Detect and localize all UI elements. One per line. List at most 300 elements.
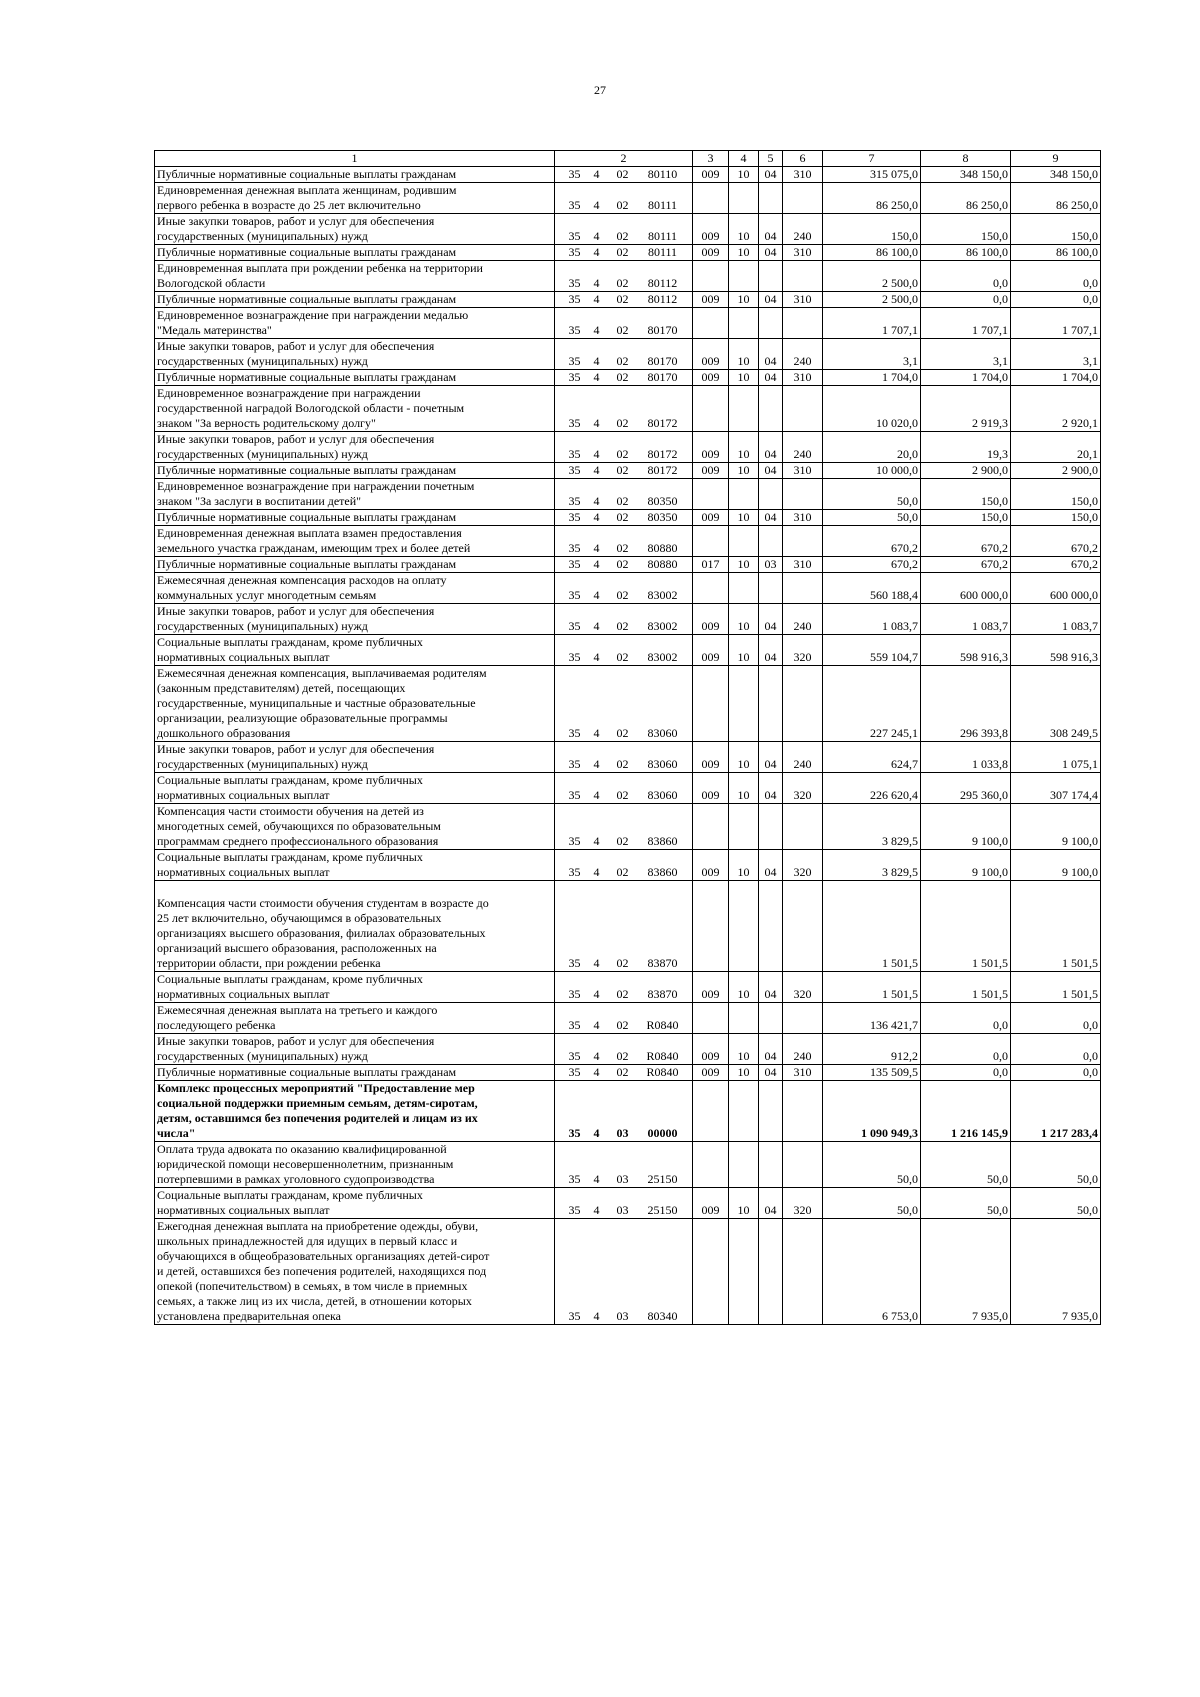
row-col-4: 10 [729, 510, 759, 526]
row-col-6: 240 [783, 432, 823, 463]
code-part: 83002 [647, 588, 678, 602]
code-part: 4 [593, 987, 600, 1001]
row-col-6: 240 [783, 1034, 823, 1065]
row-col-3: 009 [693, 370, 729, 386]
budget-table [154, 150, 1101, 1325]
row-name: Единовременная выплата при рождении ребенка на территории Вологодской области [155, 261, 555, 292]
row-value-7: 50,0 [823, 1142, 921, 1188]
row-code [555, 557, 693, 573]
code-part: 35 [568, 588, 581, 602]
row-value-8: 1 501,5 [921, 881, 1011, 972]
code-part: 02 [616, 865, 629, 879]
row-code [555, 370, 693, 386]
code-part: 35 [568, 1172, 581, 1186]
code-part: 02 [616, 757, 629, 771]
row-col-3 [693, 666, 729, 742]
row-col-6: 320 [783, 850, 823, 881]
row-col-4: 10 [729, 463, 759, 479]
code-part: 4 [593, 229, 600, 243]
code-part: 03 [616, 1309, 629, 1323]
row-value-7: 1 090 949,3 [823, 1081, 921, 1142]
code-part: 02 [616, 987, 629, 1001]
code-part: 80170 [647, 323, 678, 337]
column-header: 7 [823, 151, 921, 167]
row-col-6: 320 [783, 773, 823, 804]
row-name: Компенсация части стоимости обучения на детей из многодетных семей, обучающихся по образовательным программам среднего профессионального образования [155, 804, 555, 850]
row-value-8: 2 919,3 [921, 386, 1011, 432]
table-header-row [155, 151, 1101, 167]
code-part: 80110 [647, 167, 678, 181]
row-col-5 [759, 386, 783, 432]
row-col-4: 10 [729, 1065, 759, 1081]
code-part: 4 [593, 541, 600, 555]
row-col-3: 009 [693, 214, 729, 245]
code-part: 4 [593, 416, 600, 430]
table-row [155, 972, 1101, 1003]
row-col-5: 04 [759, 214, 783, 245]
row-col-5 [759, 1081, 783, 1142]
row-col-3 [693, 1142, 729, 1188]
table-row [155, 308, 1101, 339]
row-value-7: 10 020,0 [823, 386, 921, 432]
code-part: 4 [593, 323, 600, 337]
table-row [155, 1034, 1101, 1065]
row-col-5: 04 [759, 972, 783, 1003]
row-value-7: 2 500,0 [823, 261, 921, 292]
row-col-6 [783, 183, 823, 214]
row-value-9: 670,2 [1011, 526, 1101, 557]
row-col-4 [729, 804, 759, 850]
row-name: Публичные нормативные социальные выплаты гражданам [155, 245, 555, 261]
column-header: 4 [729, 151, 759, 167]
code-part: 80170 [647, 354, 678, 368]
code-part: 80340 [647, 1309, 678, 1323]
row-col-5: 04 [759, 370, 783, 386]
row-name: Социальные выплаты гражданам, кроме публичных нормативных социальных выплат [155, 1188, 555, 1219]
row-code [555, 167, 693, 183]
row-code [555, 773, 693, 804]
table-row [155, 183, 1101, 214]
row-value-8: 600 000,0 [921, 573, 1011, 604]
row-code [555, 1081, 693, 1142]
row-code [555, 881, 693, 972]
code-part: 4 [593, 619, 600, 633]
row-col-3: 009 [693, 245, 729, 261]
row-value-8: 150,0 [921, 510, 1011, 526]
row-name: Иные закупки товаров, работ и услуг для обеспечения государственных (муниципальных) нужд [155, 214, 555, 245]
row-value-8: 1 216 145,9 [921, 1081, 1011, 1142]
code-part: 4 [593, 494, 600, 508]
row-col-6 [783, 526, 823, 557]
code-part: 02 [616, 276, 629, 290]
row-col-5 [759, 183, 783, 214]
code-part: 02 [616, 1018, 629, 1032]
row-col-4 [729, 573, 759, 604]
row-value-7: 150,0 [823, 214, 921, 245]
row-col-4 [729, 308, 759, 339]
code-part: 35 [568, 276, 581, 290]
row-col-3: 009 [693, 850, 729, 881]
row-col-5: 04 [759, 850, 783, 881]
code-part: 80350 [647, 510, 678, 524]
row-value-7: 1 501,5 [823, 972, 921, 1003]
code-part: 35 [568, 1309, 581, 1323]
row-name: Компенсация части стоимости обучения студентам в возрасте до 25 лет включительно, обучающимся в образовательных организациях высшего образования, филиалах образовательных организаций высшего образования, расположенных на территории области, при рождении ребенка [155, 881, 555, 972]
row-value-8: 2 900,0 [921, 463, 1011, 479]
code-part: 02 [616, 726, 629, 740]
row-col-3: 009 [693, 432, 729, 463]
row-col-4: 10 [729, 339, 759, 370]
row-col-4 [729, 1081, 759, 1142]
row-value-8: 7 935,0 [921, 1219, 1011, 1325]
row-name: Иные закупки товаров, работ и услуг для обеспечения государственных (муниципальных) нужд [155, 1034, 555, 1065]
code-part: 35 [568, 557, 581, 571]
row-col-3 [693, 804, 729, 850]
row-col-6: 320 [783, 1188, 823, 1219]
code-part: 35 [568, 416, 581, 430]
row-col-4 [729, 1142, 759, 1188]
table-row [155, 1003, 1101, 1034]
code-part: 25150 [647, 1172, 678, 1186]
row-code [555, 742, 693, 773]
row-col-5 [759, 804, 783, 850]
code-part: 35 [568, 788, 581, 802]
row-value-8: 50,0 [921, 1142, 1011, 1188]
code-part: 00000 [647, 1126, 678, 1140]
row-col-5: 04 [759, 1065, 783, 1081]
row-col-5: 04 [759, 635, 783, 666]
table-row [155, 604, 1101, 635]
code-part: 4 [593, 354, 600, 368]
code-part: 80111 [647, 198, 678, 212]
row-col-3: 017 [693, 557, 729, 573]
row-col-3: 009 [693, 972, 729, 1003]
code-part: 02 [616, 494, 629, 508]
row-col-4: 10 [729, 972, 759, 1003]
code-part: 35 [568, 1049, 581, 1063]
row-col-3: 009 [693, 463, 729, 479]
row-value-9: 2 920,1 [1011, 386, 1101, 432]
code-part: 4 [593, 370, 600, 384]
code-part: 35 [568, 987, 581, 1001]
table-row [155, 463, 1101, 479]
row-value-8: 150,0 [921, 479, 1011, 510]
row-name: Ежемесячная денежная компенсация расходов на оплату коммунальных услуг многодетным семьям [155, 573, 555, 604]
code-part: 35 [568, 757, 581, 771]
code-part: 02 [616, 229, 629, 243]
row-col-4: 10 [729, 604, 759, 635]
row-value-8: 9 100,0 [921, 804, 1011, 850]
code-part: 4 [593, 1172, 600, 1186]
row-value-8: 348 150,0 [921, 167, 1011, 183]
row-col-6: 310 [783, 292, 823, 308]
row-value-9: 0,0 [1011, 1034, 1101, 1065]
code-part: 02 [616, 510, 629, 524]
row-value-9: 3,1 [1011, 339, 1101, 370]
table-row [155, 167, 1101, 183]
row-value-9: 600 000,0 [1011, 573, 1101, 604]
row-col-4: 10 [729, 214, 759, 245]
row-code [555, 804, 693, 850]
code-part: 35 [568, 541, 581, 555]
row-code [555, 479, 693, 510]
row-name: Единовременное вознаграждение при награждении государственной наградой Вологодской области - почетным знаком "За верность родительскому долгу" [155, 386, 555, 432]
row-value-7: 86 250,0 [823, 183, 921, 214]
row-value-8: 0,0 [921, 1034, 1011, 1065]
row-name: Иные закупки товаров, работ и услуг для обеспечения государственных (муниципальных) нужд [155, 604, 555, 635]
table-row [155, 479, 1101, 510]
code-part: 02 [616, 323, 629, 337]
table-row [155, 292, 1101, 308]
code-part: 35 [568, 865, 581, 879]
row-col-6: 240 [783, 604, 823, 635]
code-part: 4 [593, 956, 600, 970]
row-value-9: 86 100,0 [1011, 245, 1101, 261]
row-col-6: 240 [783, 214, 823, 245]
row-value-7: 226 620,4 [823, 773, 921, 804]
row-col-4: 10 [729, 432, 759, 463]
row-code [555, 850, 693, 881]
row-name: Комплекс процессных мероприятий "Предоставление мер социальной поддержки приемным семьям, детям-сиротам, детям, оставшимся без попечения родителей и лицам из их числа" [155, 1081, 555, 1142]
row-col-5: 03 [759, 557, 783, 573]
code-part: 80172 [647, 416, 678, 430]
row-value-9: 670,2 [1011, 557, 1101, 573]
row-value-9: 2 900,0 [1011, 463, 1101, 479]
table-row [155, 573, 1101, 604]
row-value-7: 3 829,5 [823, 850, 921, 881]
row-value-9: 308 249,5 [1011, 666, 1101, 742]
row-code [555, 386, 693, 432]
code-part: 02 [616, 416, 629, 430]
row-col-6 [783, 666, 823, 742]
row-value-7: 559 104,7 [823, 635, 921, 666]
row-col-5: 04 [759, 463, 783, 479]
table-row [155, 526, 1101, 557]
table-row [155, 245, 1101, 261]
code-part: 4 [593, 788, 600, 802]
row-col-6 [783, 308, 823, 339]
row-col-5 [759, 573, 783, 604]
row-value-7: 670,2 [823, 557, 921, 573]
row-code [555, 573, 693, 604]
code-part: 80112 [647, 276, 678, 290]
row-col-5 [759, 881, 783, 972]
row-code [555, 510, 693, 526]
row-col-3 [693, 573, 729, 604]
row-col-6 [783, 1219, 823, 1325]
row-value-8: 150,0 [921, 214, 1011, 245]
code-part: 02 [616, 1049, 629, 1063]
code-part: R0840 [646, 1018, 679, 1032]
row-value-9: 86 250,0 [1011, 183, 1101, 214]
row-col-4: 10 [729, 635, 759, 666]
row-value-9: 20,1 [1011, 432, 1101, 463]
table-row [155, 804, 1101, 850]
row-col-4 [729, 261, 759, 292]
code-part: 83060 [647, 726, 678, 740]
row-value-7: 20,0 [823, 432, 921, 463]
row-value-9: 0,0 [1011, 1003, 1101, 1034]
row-name: Социальные выплаты гражданам, кроме публичных нормативных социальных выплат [155, 773, 555, 804]
row-name: Ежемесячная денежная выплата на третьего и каждого последующего ребенка [155, 1003, 555, 1034]
row-col-3: 009 [693, 1065, 729, 1081]
row-col-3: 009 [693, 339, 729, 370]
row-col-4 [729, 1003, 759, 1034]
row-col-5: 04 [759, 1188, 783, 1219]
row-value-8: 19,3 [921, 432, 1011, 463]
row-code [555, 1219, 693, 1325]
code-part: 4 [593, 198, 600, 212]
row-value-7: 3 829,5 [823, 804, 921, 850]
row-value-7: 50,0 [823, 479, 921, 510]
row-col-3: 009 [693, 1034, 729, 1065]
row-name: Социальные выплаты гражданам, кроме публичных нормативных социальных выплат [155, 850, 555, 881]
code-part: 02 [616, 956, 629, 970]
row-col-5 [759, 1219, 783, 1325]
table-row [155, 432, 1101, 463]
row-code [555, 308, 693, 339]
code-part: 4 [593, 245, 600, 259]
row-name: Иные закупки товаров, работ и услуг для обеспечения государственных (муниципальных) нужд [155, 339, 555, 370]
row-col-3 [693, 1003, 729, 1034]
table-row [155, 635, 1101, 666]
row-value-7: 10 000,0 [823, 463, 921, 479]
row-col-6: 310 [783, 463, 823, 479]
row-value-7: 6 753,0 [823, 1219, 921, 1325]
row-value-7: 912,2 [823, 1034, 921, 1065]
code-part: 35 [568, 650, 581, 664]
row-col-3: 009 [693, 635, 729, 666]
row-value-7: 560 188,4 [823, 573, 921, 604]
code-part: 4 [593, 834, 600, 848]
row-col-3: 009 [693, 292, 729, 308]
row-col-3 [693, 183, 729, 214]
code-part: 83002 [647, 619, 678, 633]
row-name: Публичные нормативные социальные выплаты гражданам [155, 510, 555, 526]
row-code [555, 635, 693, 666]
table-row [155, 510, 1101, 526]
row-col-3: 009 [693, 742, 729, 773]
code-part: 80111 [647, 245, 678, 259]
row-col-4 [729, 479, 759, 510]
code-part: 35 [568, 167, 581, 181]
row-col-4: 10 [729, 742, 759, 773]
column-header: 5 [759, 151, 783, 167]
row-col-4 [729, 386, 759, 432]
row-col-5 [759, 1142, 783, 1188]
row-code [555, 972, 693, 1003]
row-value-8: 670,2 [921, 526, 1011, 557]
row-col-4 [729, 526, 759, 557]
code-part: 02 [616, 370, 629, 384]
code-part: 80880 [647, 541, 678, 555]
code-part: 02 [616, 588, 629, 602]
row-col-4: 10 [729, 850, 759, 881]
code-part: R0840 [646, 1049, 679, 1063]
row-col-6: 310 [783, 167, 823, 183]
row-value-7: 2 500,0 [823, 292, 921, 308]
row-value-8: 0,0 [921, 1065, 1011, 1081]
table-body [155, 167, 1101, 1325]
code-part: 4 [593, 167, 600, 181]
code-part: 4 [593, 510, 600, 524]
row-col-4 [729, 881, 759, 972]
row-name: Социальные выплаты гражданам, кроме публичных нормативных социальных выплат [155, 635, 555, 666]
code-part: 83870 [647, 987, 678, 1001]
code-part: 80172 [647, 447, 678, 461]
table-row [155, 214, 1101, 245]
row-code [555, 666, 693, 742]
row-value-8: 86 100,0 [921, 245, 1011, 261]
row-value-8: 9 100,0 [921, 850, 1011, 881]
row-col-6: 310 [783, 370, 823, 386]
row-col-3: 009 [693, 510, 729, 526]
row-col-5 [759, 526, 783, 557]
row-value-8: 295 360,0 [921, 773, 1011, 804]
row-col-6 [783, 261, 823, 292]
row-value-7: 135 509,5 [823, 1065, 921, 1081]
row-col-5: 04 [759, 167, 783, 183]
code-part: 02 [616, 619, 629, 633]
table-row [155, 1081, 1101, 1142]
row-name: Социальные выплаты гражданам, кроме публичных нормативных социальных выплат [155, 972, 555, 1003]
code-part: 35 [568, 245, 581, 259]
row-col-4 [729, 666, 759, 742]
code-part: 4 [593, 292, 600, 306]
row-name: Единовременное вознаграждение при награждении почетным знаком "За заслуги в воспитании детей" [155, 479, 555, 510]
row-col-6 [783, 1081, 823, 1142]
row-col-4: 10 [729, 773, 759, 804]
row-col-3: 009 [693, 1188, 729, 1219]
code-part: 02 [616, 463, 629, 477]
row-col-3 [693, 386, 729, 432]
code-part: 4 [593, 1203, 600, 1217]
column-header: 1 [155, 151, 555, 167]
row-code [555, 183, 693, 214]
page-number: 27 [594, 83, 606, 97]
row-name: Оплата труда адвоката по оказанию квалифицированной юридической помощи несовершеннолетним, признанным потерпевшими в рамках уголовного судопроизводства [155, 1142, 555, 1188]
code-part: 02 [616, 447, 629, 461]
row-value-9: 50,0 [1011, 1188, 1101, 1219]
row-col-4: 10 [729, 1188, 759, 1219]
row-col-6 [783, 881, 823, 972]
row-code [555, 1065, 693, 1081]
code-part: 02 [616, 198, 629, 212]
row-col-4: 10 [729, 557, 759, 573]
code-part: 35 [568, 494, 581, 508]
row-value-8: 3,1 [921, 339, 1011, 370]
row-col-6: 320 [783, 972, 823, 1003]
code-part: 35 [568, 1018, 581, 1032]
row-value-7: 1 501,5 [823, 881, 921, 972]
table-row [155, 850, 1101, 881]
row-col-3 [693, 261, 729, 292]
code-part: 35 [568, 323, 581, 337]
row-code [555, 214, 693, 245]
row-value-9: 307 174,4 [1011, 773, 1101, 804]
row-col-6: 310 [783, 1065, 823, 1081]
code-part: 83002 [647, 650, 678, 664]
row-value-8: 670,2 [921, 557, 1011, 573]
row-value-9: 0,0 [1011, 261, 1101, 292]
row-value-9: 1 501,5 [1011, 972, 1101, 1003]
code-part: 83870 [647, 956, 678, 970]
row-name: Публичные нормативные социальные выплаты гражданам [155, 463, 555, 479]
row-code [555, 526, 693, 557]
code-part: 4 [593, 865, 600, 879]
row-col-6: 310 [783, 510, 823, 526]
code-part: 4 [593, 463, 600, 477]
